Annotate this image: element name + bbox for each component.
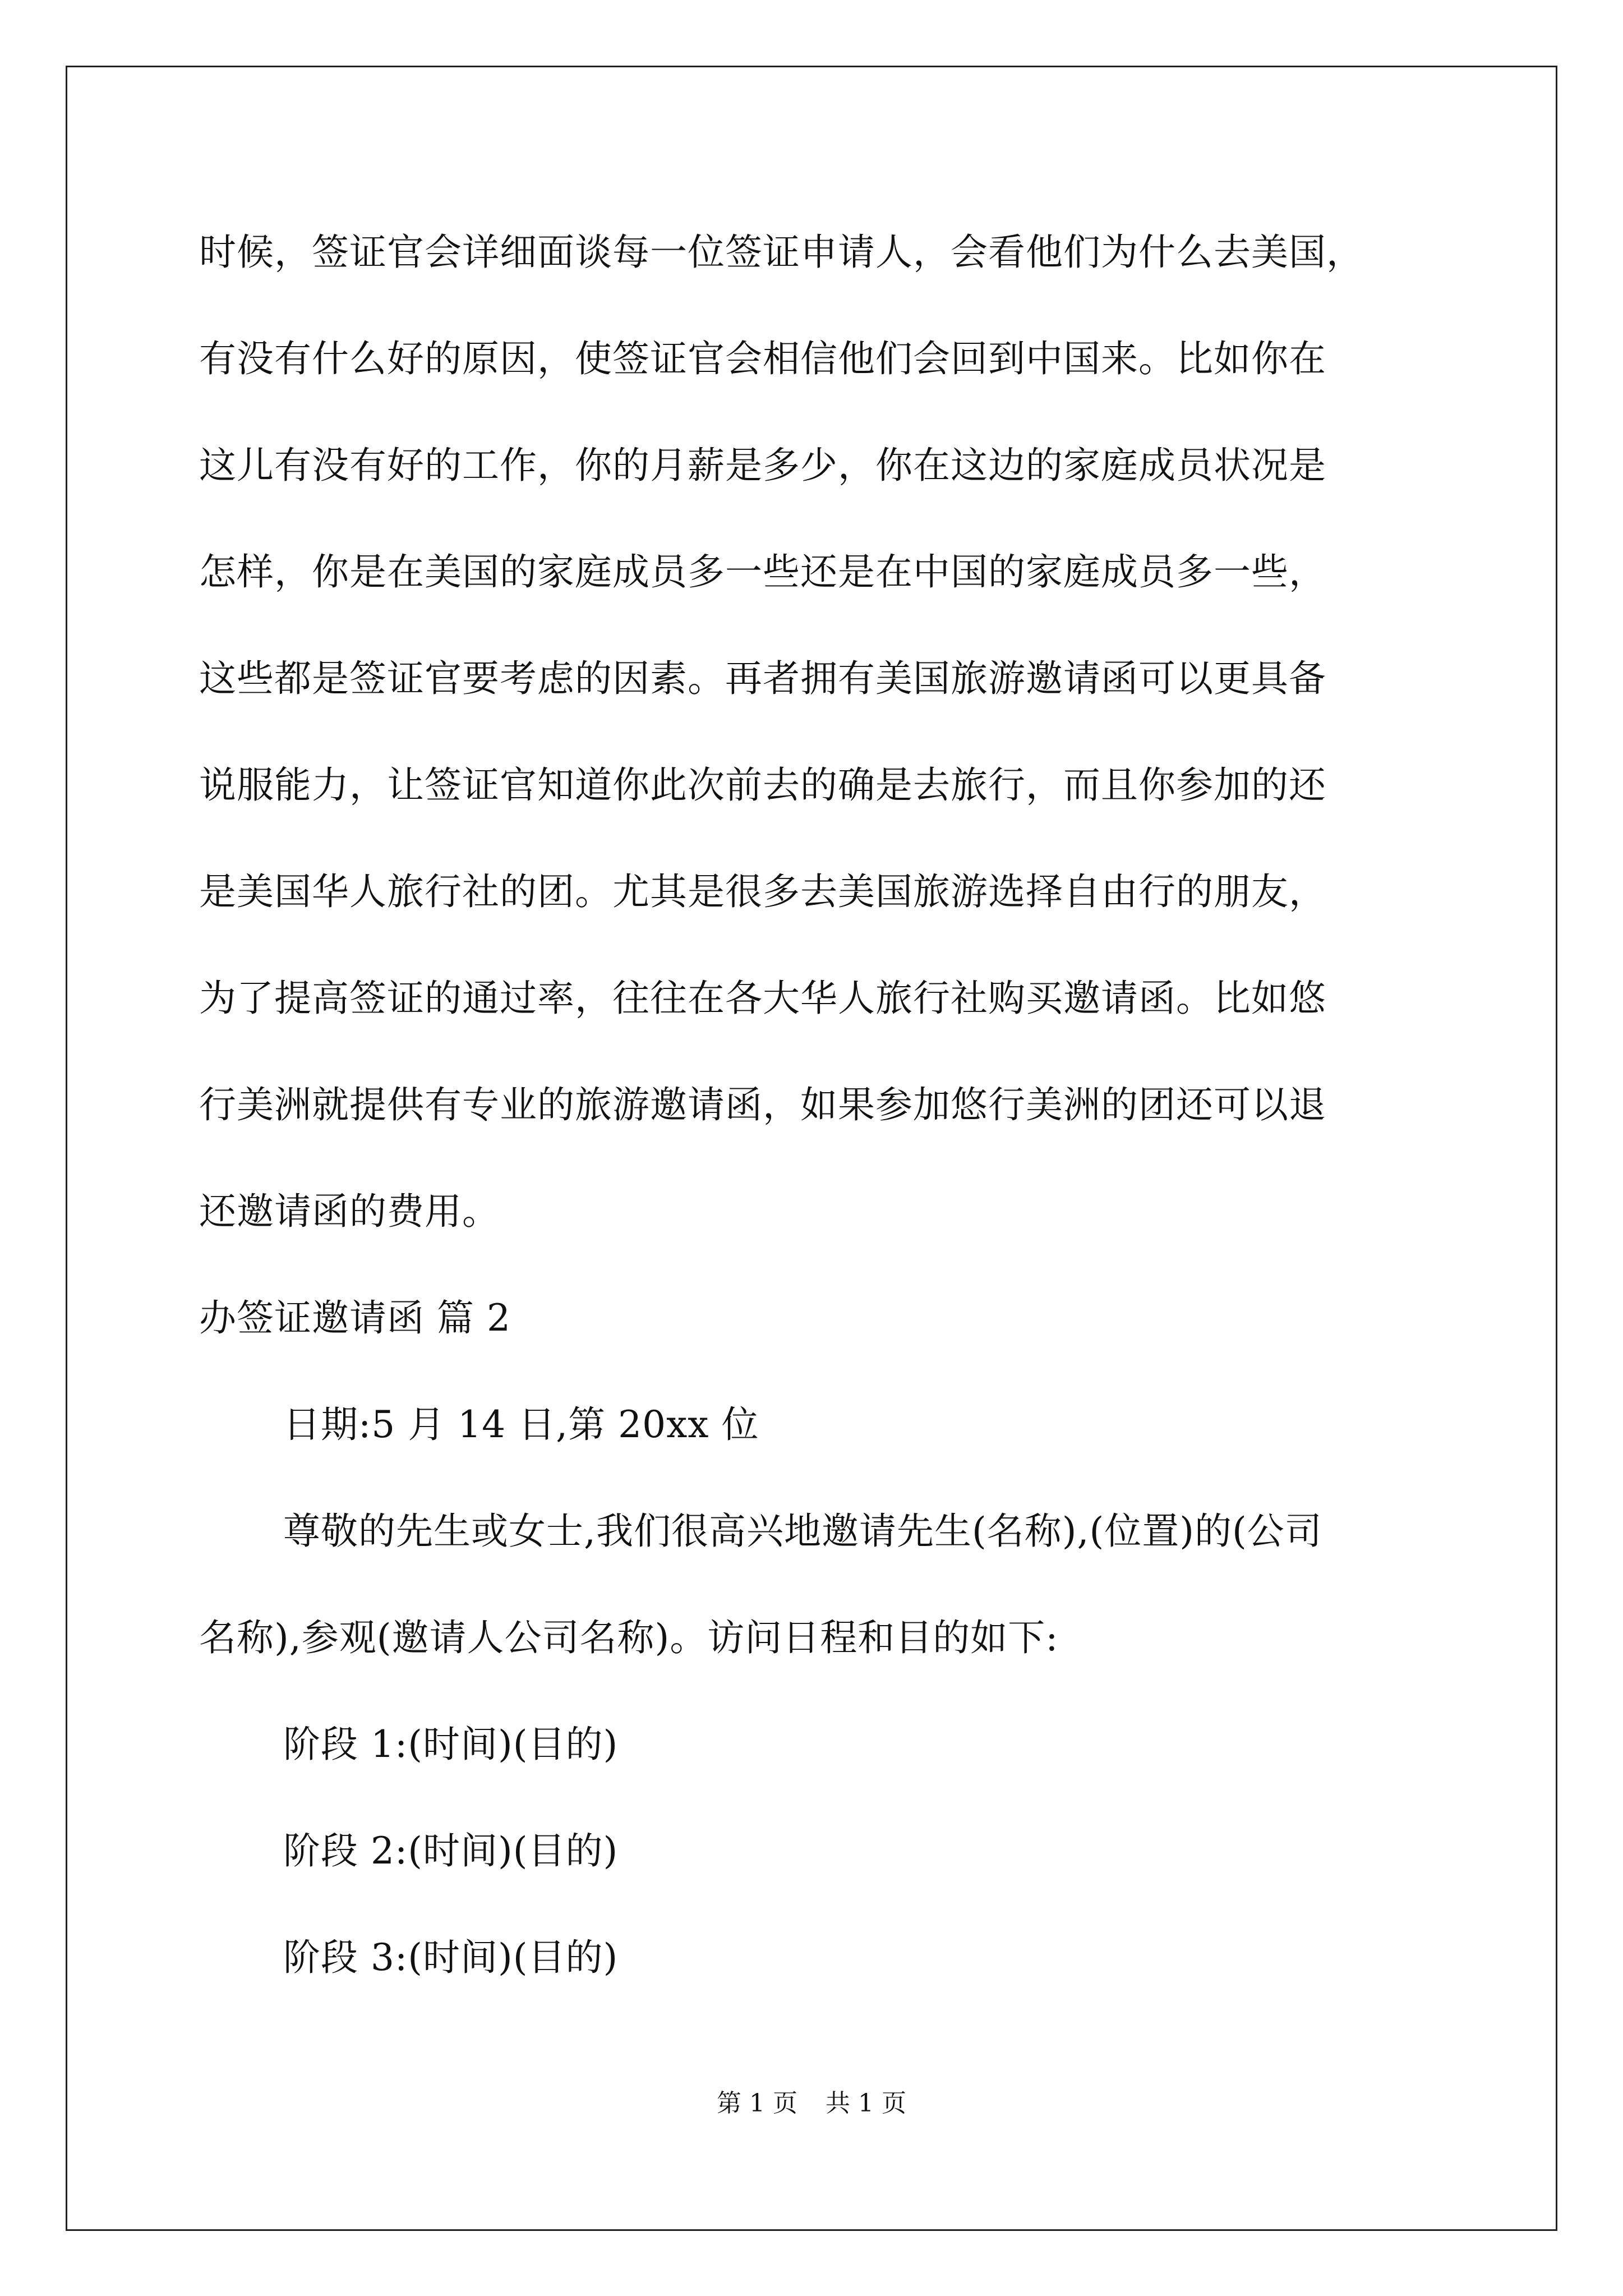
paragraph-line: 怎样，你是在美国的家庭成员多一些还是在中国的家庭成员多一些， [199, 550, 1326, 593]
paragraph-line: 这些都是签证官要考虑的因素。再者拥有美国旅游邀请函可以更具备 [199, 657, 1326, 700]
date-line: 日期:5 月 14 日,第 20xx 位 [283, 1403, 759, 1446]
page-total: 共 1 页 [826, 2089, 906, 2118]
stage-item: 阶段 3:(时间)(目的) [283, 1936, 619, 1979]
paragraph-line: 说服能力，让签证官知道你此次前去的确是去旅行，而且你参加的还 [199, 763, 1326, 807]
paragraph-line: 这儿有没有好的工作，你的月薪是多少，你在这边的家庭成员状况是 [199, 444, 1326, 487]
paragraph-line: 还邀请函的费用。 [199, 1190, 500, 1233]
letter-body-line: 名称),参观(邀请人公司名称)。访问日程和目的如下: [199, 1616, 1059, 1659]
page-number: 第 1 页 [717, 2089, 797, 2118]
stage-item: 阶段 1:(时间)(目的) [283, 1723, 619, 1766]
paragraph-line: 有没有什么好的原因，使签证官会相信他们会回到中国来。比如你在 [199, 337, 1326, 380]
paragraph-line: 时候，签证官会详细面谈每一位签证申请人，会看他们为什么去美国， [199, 231, 1364, 274]
paragraph-line: 为了提高签证的通过率，往往在各大华人旅行社购买邀请函。比如悠 [199, 977, 1326, 1020]
paragraph-line: 是美国华人旅行社的团。尤其是很多去美国旅游选择自由行的朋友， [199, 870, 1326, 913]
paragraph-line: 行美洲就提供有专业的旅游邀请函，如果参加悠行美洲的团还可以退 [199, 1083, 1326, 1126]
page-footer [0, 2088, 1623, 2119]
stage-item: 阶段 2:(时间)(目的) [283, 1829, 619, 1872]
section-heading: 办签证邀请函 篇 2 [199, 1296, 511, 1340]
page-border [66, 66, 1557, 2231]
letter-body-line: 尊敬的先生或女士,我们很高兴地邀请先生(名称),(位置)的(公司 [283, 1510, 1322, 1553]
